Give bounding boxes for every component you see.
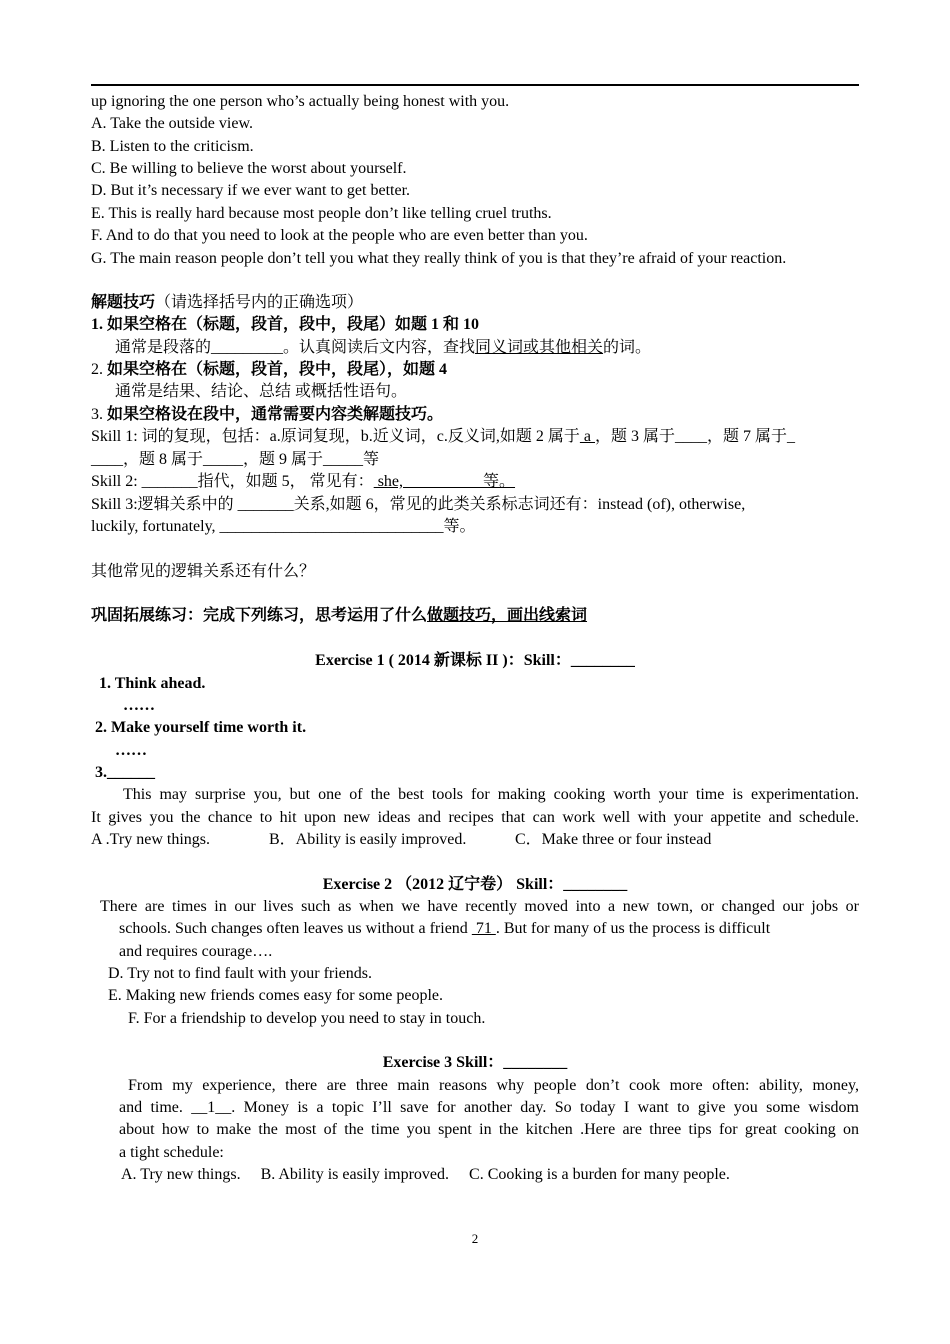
- tips-heading: 解题技巧: [91, 294, 156, 311]
- exercise2-option-e: E. Making new friends comes easy for some people.: [108, 987, 444, 1004]
- exercise1-option-b: B．Ability is easily improved.: [269, 831, 467, 848]
- option-c: C. Be willing to believe the worst about yourself.: [91, 160, 407, 177]
- option-d: D. But it’s necessary if we ever want to get better.: [91, 182, 411, 199]
- page-number: 2: [471, 1231, 479, 1246]
- skill1-line1: [91, 426, 795, 448]
- tip3-num: 3.: [91, 406, 107, 423]
- exercise3-line4: a tight schedule:: [119, 1144, 224, 1161]
- option-b: B. Listen to the criticism.: [91, 138, 254, 155]
- exercise1-title: Exercise 1 ( 2014 新课标 II )：Skill：________: [315, 652, 635, 669]
- tip1-blank: _________: [211, 339, 284, 356]
- exercise2-line3: and requires courage….: [119, 943, 273, 960]
- tip2-title: [91, 359, 447, 381]
- exercise1-option-c: C．Make three or four instead: [515, 831, 712, 848]
- exercise2-line2-b: . But for many of us the process is difficult: [495, 920, 771, 937]
- exercise1-para-line1: This may surprise you, but one of the best tools for making cooking worth your time is experimentation.: [123, 786, 859, 803]
- option-g: G. The main reason people don’t tell you what they really think of you is that they’re afraid of your reaction.: [91, 250, 787, 267]
- exercise2-title: Exercise 2 （2012 辽宁卷） Skill：________: [322, 876, 628, 893]
- tips-heading-note: （请选择括号内的正确选项）: [155, 294, 364, 311]
- skill1-text-a: Skill 1: 词的复现，包括：a.原词复现，b.近义词，c.反义词,如题 2 属于: [91, 428, 580, 445]
- exercise1-item3: 3.______: [95, 764, 155, 781]
- tip1-body: [115, 337, 651, 359]
- exercise2-line2: [119, 918, 770, 940]
- practice-text: 巩固拓展练习：完成下列练习，思考运用了什么: [91, 607, 428, 624]
- exercise3-title: Exercise 3 Skill：________: [382, 1054, 568, 1071]
- tip1-underlined: 同义词或其他相关: [475, 339, 604, 356]
- option-f: F. And to do that you need to look at the people who are even better than you.: [91, 227, 588, 244]
- tips-heading-line: [91, 292, 363, 314]
- tip1-body-c: 的词。: [603, 339, 652, 356]
- tip1-body-a: 通常是段落的: [115, 339, 212, 356]
- exercise3-options: A. Try new things. B. Ability is easily improved. C. Cooking is a burden for many people.: [121, 1166, 730, 1183]
- exercise2-blank-71: 71: [471, 920, 496, 937]
- skill2-text: Skill 2: _______指代，如题 5， 常见有：: [91, 473, 374, 490]
- logic-question: 其他常见的逻辑关系还有什么？: [91, 563, 316, 580]
- tip1-body-b: 。认真阅读后文内容，查找: [283, 339, 476, 356]
- exercise3-line2: and time. __1__. Money is a topic I’ll save for another day. So today I want to give you some wisdom: [119, 1099, 859, 1116]
- skill3-line2: luckily, fortunately, ____________________________等。: [91, 518, 476, 535]
- skill1-text-b: ，题 3 属于____，题 7 属于_: [595, 428, 796, 445]
- exercise1-dots2: ……: [115, 742, 147, 759]
- exercise3-line3: about how to make the most of the time you spent in the kitchen .Here are three tips for great cooking on: [119, 1121, 859, 1138]
- exercise1-option-a: A .Try new things.: [91, 831, 210, 848]
- tip2-text: 如果空格在（标题，段首，段中，段尾），如题 4: [107, 361, 448, 378]
- skill2-examples: she, 等。: [373, 473, 516, 490]
- practice-heading: [91, 605, 587, 627]
- option-e: E. This is really hard because most people don’t like telling cruel truths.: [91, 205, 552, 222]
- exercise2-line1: There are times in our lives such as when we have recently moved into a new town, or changed our jobs or: [100, 898, 859, 915]
- tip3-title: [91, 404, 443, 426]
- exercise2-option-f: F. For a friendship to develop you need to stay in touch.: [128, 1010, 486, 1027]
- tip1-title: 1. 如果空格在（标题，段首，段中，段尾）如题 1 和 10: [91, 316, 480, 333]
- skill2-line: [91, 471, 515, 493]
- skill1-line2: ____，题 8 属于_____，题 9 属于_____等: [91, 451, 380, 468]
- practice-underlined: 做题技巧，画出线索词: [427, 607, 588, 624]
- exercise2-option-d: D. Try not to find fault with your friends.: [108, 965, 372, 982]
- exercise2-line2-a: schools. Such changes often leaves us without a friend: [119, 920, 472, 937]
- exercise1-item2: 2. Make yourself time worth it.: [95, 719, 307, 736]
- tip3-text: 如果空格设在段中，通常需要内容类解题技巧。: [107, 406, 444, 423]
- passage-continuation: up ignoring the one person who’s actually being honest with you.: [91, 93, 510, 110]
- exercise1-item1: 1. Think ahead.: [99, 675, 206, 692]
- exercise1-para-line2: It gives you the chance to hit upon new ideas and recipes that can work well with your appetite and schedule.: [91, 809, 859, 826]
- tip2-num: 2.: [91, 361, 107, 378]
- skill1-answer: a: [579, 428, 595, 445]
- exercise3-line1: From my experience, there are three main reasons why people don’t cook more often: ability, money,: [128, 1077, 859, 1094]
- tip2-body: 通常是结果、结论、总结 或概括性语句。: [115, 383, 408, 400]
- skill3-line1: Skill 3:逻辑关系中的 _______关系,如题 6，常见的此类关系标志词还有：instead (of), otherwise,: [91, 496, 746, 513]
- header-rule: [91, 84, 859, 86]
- exercise1-dots1: ……: [123, 697, 155, 714]
- option-a: A. Take the outside view.: [91, 115, 253, 132]
